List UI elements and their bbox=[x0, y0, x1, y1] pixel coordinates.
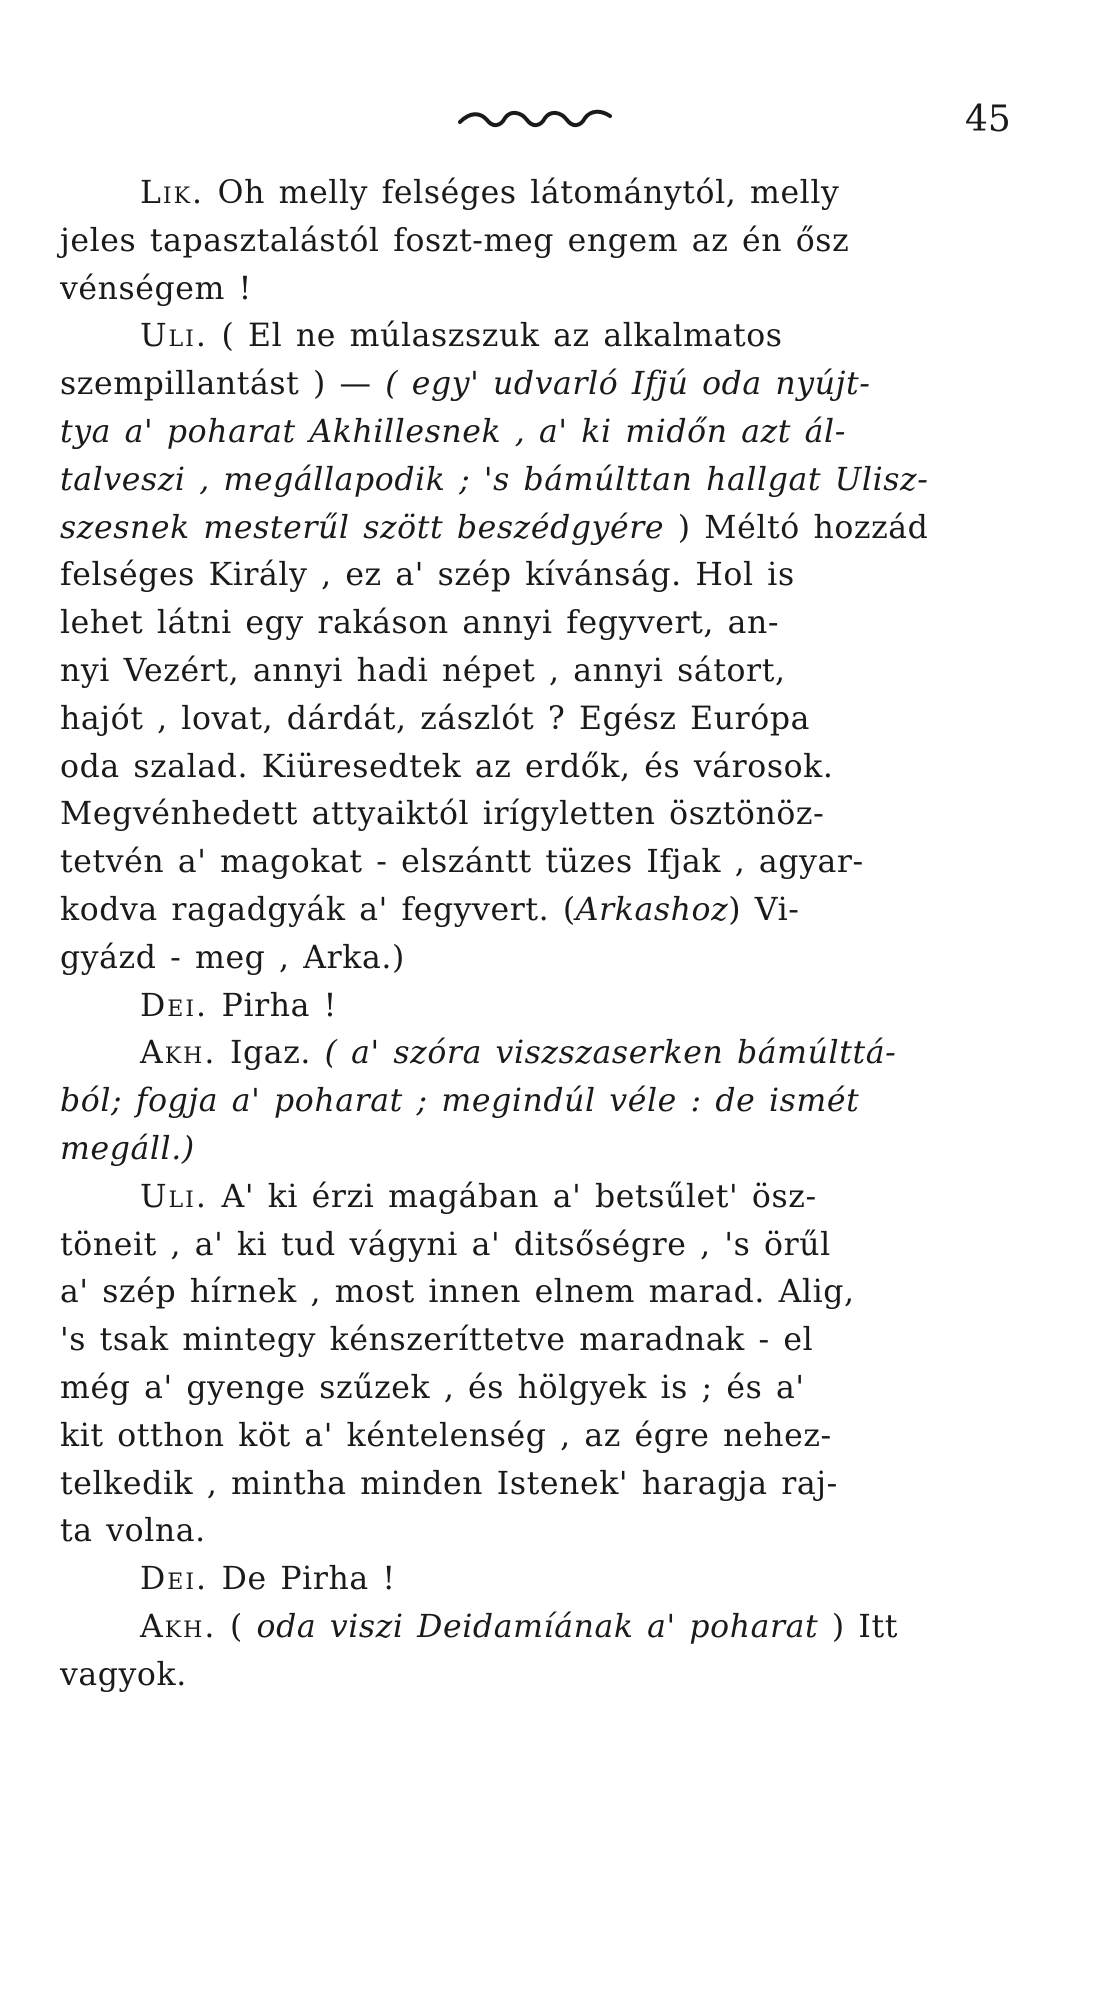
stage-direction: megáll.) bbox=[60, 1130, 195, 1167]
speaker-name: Dei. bbox=[140, 987, 209, 1024]
text-line: telkedik , mintha minden Istenek' haragja raj- bbox=[60, 1465, 838, 1502]
text-line: vagyok. bbox=[60, 1656, 187, 1693]
dialogue-text: Pirha ! bbox=[208, 987, 337, 1024]
dialogue-text: ) Méltó hozzád bbox=[664, 509, 929, 546]
text-line bbox=[60, 1604, 1050, 1652]
speaker-name: Uli. bbox=[140, 318, 208, 355]
text-line: ta volna. bbox=[60, 1513, 206, 1550]
text-line: vénségem ! bbox=[60, 270, 252, 307]
text-line bbox=[60, 313, 1050, 361]
stage-direction: ( egy' udvarló Ifjú oda nyújt- bbox=[385, 366, 871, 403]
stage-direction: Arkashoz bbox=[575, 891, 729, 928]
text-line: jeles tapasztalástól foszt-meg engem az én ősz bbox=[60, 222, 850, 259]
decorative-ornament-icon bbox=[455, 104, 615, 134]
stage-direction: tya a' poharat Akhillesnek , a' ki midőn azt ál- bbox=[60, 413, 846, 450]
text-line: még a' gyenge szűzek , és hölgyek is ; és a' bbox=[60, 1369, 805, 1406]
stage-direction: ból; fogja a' poharat ; megindúl véle : de ismét bbox=[60, 1083, 860, 1120]
text-line: a' szép hírnek , most innen elnem marad. Alig, bbox=[60, 1274, 855, 1311]
body-text bbox=[60, 170, 1050, 1700]
text-line: felséges Király , ez a' szép kívánság. Hol is bbox=[60, 557, 795, 594]
dialogue-text: A' ki érzi magában a' betsűlet' ösz- bbox=[207, 1178, 817, 1215]
dialogue-text: Oh melly felséges látománytól, melly bbox=[204, 175, 840, 211]
stage-direction: ( a' szóra viszszaserken bámúlttá- bbox=[324, 1035, 897, 1072]
speaker-name: Uli. bbox=[140, 1178, 208, 1215]
dialogue-text: De Pirha ! bbox=[208, 1561, 396, 1598]
text-line: tetvén a' magokat - elszántt tüzes Ifjak , agyar- bbox=[60, 844, 864, 881]
text-line: nyi Vezért, annyi hadi népet , annyi sátort, bbox=[60, 652, 786, 689]
text-line: kit otthon köt a' kéntelenség , az égre nehez- bbox=[60, 1417, 832, 1454]
text-line bbox=[60, 983, 1050, 1031]
text-line bbox=[60, 1556, 1050, 1604]
dialogue-text: ) Itt bbox=[818, 1608, 898, 1645]
text-line: Megvénhedett attyaiktól irígyletten ösztönöz- bbox=[60, 796, 825, 833]
dialogue-text: ( bbox=[216, 1608, 257, 1645]
stage-direction: oda viszi Deidamíának a' poharat bbox=[256, 1608, 819, 1645]
dialogue-text: kodva ragadgyák a' fegyvert. ( bbox=[60, 891, 576, 928]
dialogue-text: ( El ne múlaszszuk az alkalmatos bbox=[207, 318, 783, 355]
text-line: töneit , a' ki tud vágyni a' ditsőségre , 's örűl bbox=[60, 1226, 831, 1263]
text-line: hajót , lovat, dárdát, zászlót ? Egész Európa bbox=[60, 700, 810, 737]
speaker-name: Akh. bbox=[140, 1035, 217, 1072]
text-line bbox=[60, 1030, 1050, 1078]
text-line: oda szalad. Kiüresedtek az erdők, és városok. bbox=[60, 748, 834, 785]
text-line bbox=[60, 887, 1050, 935]
speaker-name: Akh. bbox=[140, 1608, 217, 1645]
text-line: lehet látni egy rakáson annyi fegyvert, an- bbox=[60, 605, 780, 642]
dialogue-text: szempillantást ) — bbox=[60, 366, 386, 403]
speaker-name: Lik. bbox=[140, 175, 205, 211]
page-number: 45 bbox=[965, 99, 1011, 140]
text-line bbox=[60, 361, 1050, 409]
stage-direction: talveszi , megállapodik ; 's bámúlttan hallgat Ulisz- bbox=[60, 461, 929, 498]
text-line bbox=[60, 1174, 1050, 1222]
text-line: gyázd - meg , Arka.) bbox=[60, 939, 405, 976]
stage-direction: szesnek mesterűl szött beszédgyére bbox=[60, 509, 665, 546]
dialogue-text: ) Vi- bbox=[728, 891, 800, 928]
dialogue-text: Igaz. bbox=[216, 1035, 325, 1072]
speaker-name: Dei. bbox=[140, 1561, 209, 1598]
text-line bbox=[60, 505, 1050, 553]
text-line: 's tsak mintegy kénszeríttetve maradnak - el bbox=[60, 1322, 814, 1359]
text-line bbox=[60, 170, 1050, 218]
